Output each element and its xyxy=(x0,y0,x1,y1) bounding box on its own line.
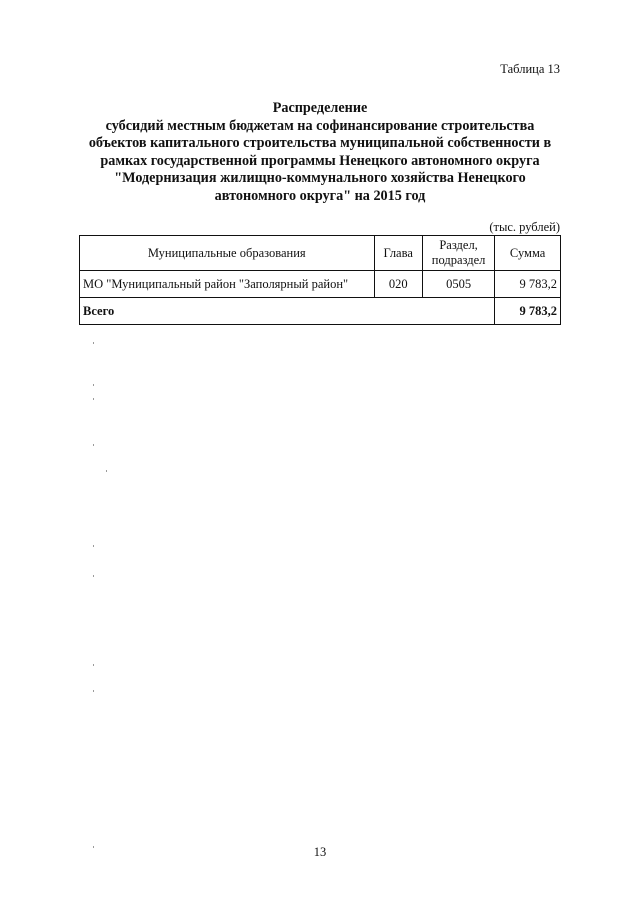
title-line: объектов капитального строительства муниципальной собственности в xyxy=(88,135,552,151)
cell-sum: 9 783,2 xyxy=(495,271,561,298)
title-line: автономного округа" на 2015 год xyxy=(214,187,426,204)
header-municipality: Муниципальные образования xyxy=(80,236,375,271)
table-header-row xyxy=(80,236,561,271)
total-sum: 9 783,2 xyxy=(495,298,561,325)
header-sum: Сумма xyxy=(495,236,561,271)
header-chapter: Глава xyxy=(374,236,422,271)
header-section xyxy=(422,236,494,271)
title-line: "Модернизация жилищно-коммунального хозяйства Ненецкого xyxy=(114,170,526,186)
document-title xyxy=(80,100,560,205)
table-row xyxy=(80,271,561,298)
cell-chapter: 020 xyxy=(374,271,422,298)
total-row xyxy=(80,298,561,325)
title-line: субсидий местным бюджетам на софинансирование строительства xyxy=(105,117,535,134)
header-section-line1: Раздел, xyxy=(439,238,478,252)
title-line: Распределение xyxy=(272,100,368,116)
table-number: Таблица 13 xyxy=(500,62,560,76)
cell-municipality: МО "Муниципальный район "Заполярный район" xyxy=(80,271,375,298)
cell-section: 0505 xyxy=(422,271,494,298)
header-section-line2: подраздел xyxy=(431,253,486,267)
subsidy-table xyxy=(79,235,561,325)
page-number: 13 xyxy=(313,845,327,859)
units-label: (тыс. рублей) xyxy=(489,220,560,234)
total-label: Всего xyxy=(80,298,495,325)
title-line: рамках государственной программы Ненецкого автономного округа xyxy=(100,152,540,169)
